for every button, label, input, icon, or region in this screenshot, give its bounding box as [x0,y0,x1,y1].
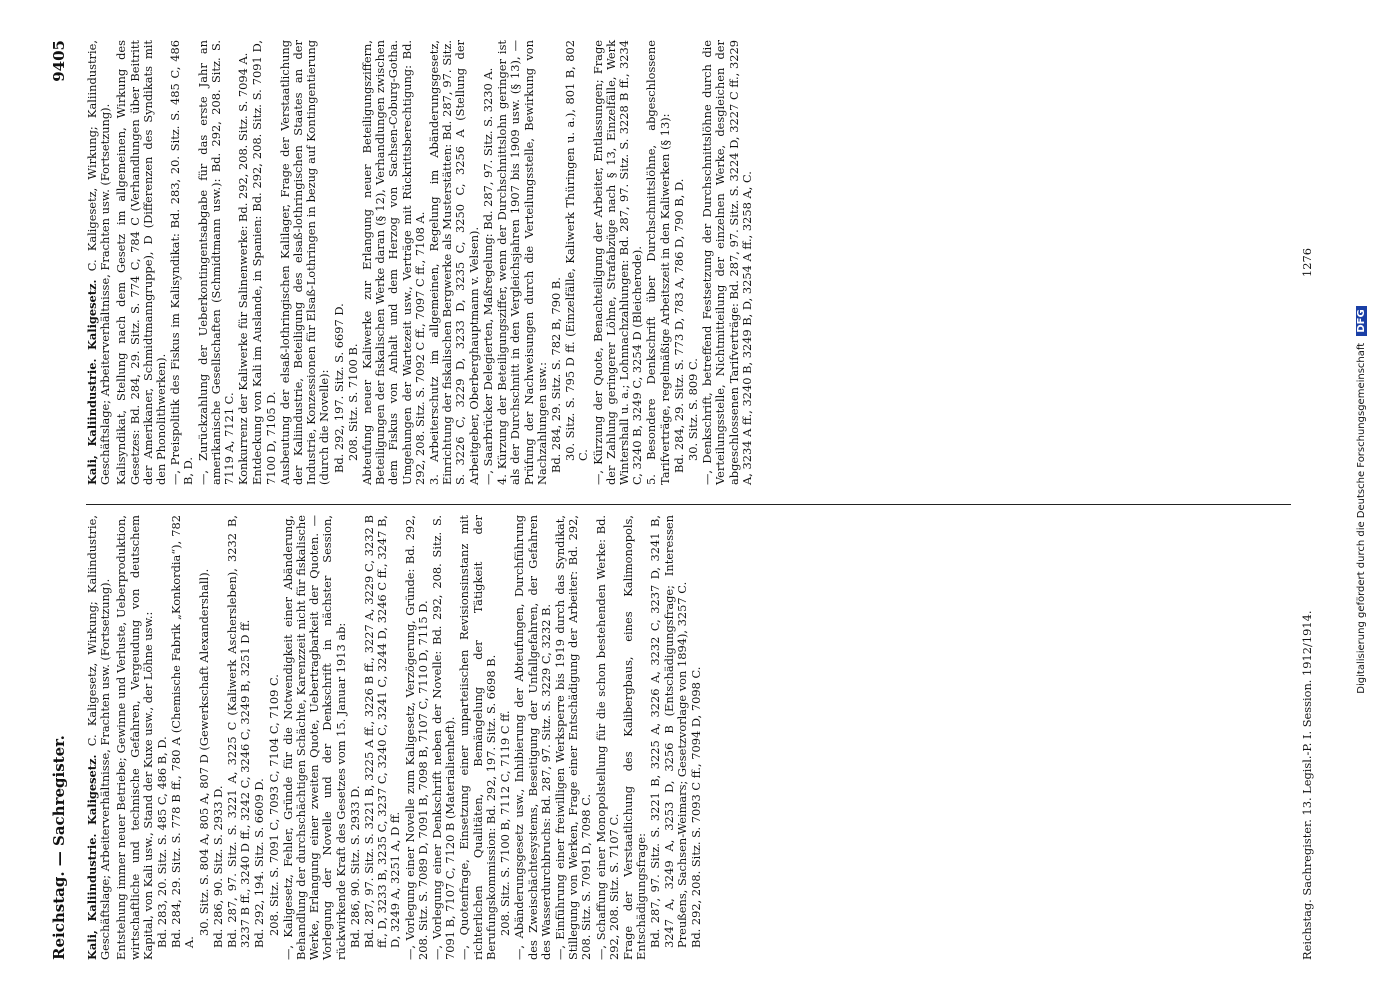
running-header [50,40,74,960]
index-entry: 3. Arbeiterschutz im allgemeinen, Regelung im Abänderungsgesetz, Einrichtung der fiskalischen Bergwerke als Musterstätten: Bd. 287, 97. Sitz. S. 3226 C, 3229 D, 3233 D, 3235 C, 3250 C, 3256 A (Stellung der Arbeitgeber, Oberberghauptmann v. Velsen). [427,40,481,485]
index-entry: —, Vorlegung einer Denkschrift neben der Novelle: Bd. 292, 208. Sitz. S. 7091 B, 7107 C, 7120 B (Materialienheft). [430,515,458,960]
index-entry: —, Abänderungsgesetz usw., Inhibierung der Abteufungen, Durchführung des Zweischächtesystems, Beseitigung der Unfallgefahren, der Gefahren des Wasserdurchbruchs: Bd. 287, 97. Sitz. S. 3229 C, 3232 B. [512,515,553,960]
index-entry: Ausbeutung der elsaß-lothringischen Kalilager, Frage der Verstaatlichung der Kaliindustrie, Beteiligung des elsaß-lothringischen Staates an der Industrie, Konzessionen für Elsaß-Lothringen in bezug auf Kontingentierung (durch die Novelle): [277,40,332,485]
column-divider [86,504,1291,505]
index-entry: 5. Besondere Denkschrift über Durchschnittslöhne, abgeschlossene Tarifverträge, regelmäßige Arbeitszeit in den Kaliwerken (§ 13): [644,40,672,485]
index-entry: Entstehung immer neuer Betriebe; Gewinne und Verluste, Ueberproduktion, wirtschaftliche und technische Gefahren, Vergeudung von deutschem Kapital, von Kali usw., Stand der Kuxe usw., der Löhne usw.: [114,515,155,960]
index-reference: 30. Sitz. S. 795 D ff. (Einzelfälle, Kaliwerk Thüringen u. a.), 801 B, 802 C. [563,40,591,461]
index-entry: Konkurrenz der Kaliwerke für Salinenwerke: Bd. 292, 208. Sitz. S. 7094 A. [236,52,251,485]
index-entry: 4. Kürzung der Beteiligungsziffer, wenn der Durchschnittslohn geringer ist als der Durchschnitt in den Vergleichsjahren 1907 bis 1909 usw. (§ 13), — Prüfung der Nachweisungen durch die Verteilungsstelle, Bewirkung von Nachzahlungen usw.: [495,40,549,485]
index-entry: —, Kürzung der Quote, Benachteiligung der Arbeiter, Entlassungen; Frage der Zahlung geringerer Löhne, Strafabzüge nach § 13, Einzelfälle, Werk Wintershall u. a.; Lohnnachzahlungen: Bd. 287, 97. Sitz. S. 3228 B ff., 3234 C, 3240 B, 3249 C, 3254 D (Bleicherode). [590,40,645,485]
index-entry: —, Saarbrücker Delegierten, Maßregelung: Bd. 287, 97. Sitz. S. 3230 A. [480,67,495,485]
index-entry: —, Vorlegung einer Novelle zum Kaligesetz, Verzögerung, Gründe: Bd. 292, 208. Sitz. S. 7089 D, 7091 B, 7098 B, 7107 C, 7110 D, 7115 D. [402,515,430,960]
left-column [86,515,704,960]
section-heading-rest: C. Kaligesetz, Wirkung; Kaliindustrie, Geschäftslage; Arbeiterverhältnisse, Frachten usw. (Fortsetzung). [85,40,113,485]
index-reference: 30. Sitz. S. 809 C. [685,358,700,461]
index-reference: 208. Sitz. S. 7091 C, 7093 C, 7104 C, 7109 C. [266,674,281,936]
index-entry: Entdeckung von Kali im Auslande, in Spanien: Bd. 292, 208. Sitz. S. 7091 D, 7100 D, 7105 D. [250,40,278,485]
index-reference: Bd. 287, 97. Sitz. S. 3221 A, 3225 C (Kaliwerk Aschersleben), 3232 B, 3237 B ff., 3240 D ff., 3242 C, 3246 C, 3249 B, 3251 D ff. [225,515,253,948]
index-reference: Bd. 284, 29. Sitz. S. 773 D, 783 A, 786 D, 790 B, D. [671,178,686,473]
index-reference: 30. Sitz. S. 804 A, 805 A, 807 D (Gewerkschaft Alexandershall). [196,568,211,936]
index-reference: Bd. 292, 197. Sitz. S. 6697 D. [331,303,346,473]
section-heading [86,40,112,485]
section-heading-bold: Kali, Kaliindustrie. Kaligesetz. [85,754,99,960]
index-reference: Bd. 286, 90. Sitz. S. 2933 D. [347,785,362,948]
index-reference: Bd. 292, 208. Sitz. S. 7093 C ff., 7094 D, 7098 C. [688,666,703,948]
index-reference: Bd. 287, 97. Sitz. S. 3221 B, 3225 A ff., 3226 B ff., 3227 A, 3229 C, 3232 B ff., D, 3233 B, 3235 C, 3237 C, 3240 C, 3241 C, 3244 D, 3246 C ff., 3247 B, D, 3249 A, 3251 A, D ff. [362,515,403,948]
index-reference: Bd. 283, 20. Sitz. S. 485 C, 486 B, D. [155,736,170,948]
index-entry: —, Zurückzahlung der Ueberkontingentsabgabe für das erste Jahr an amerikanische Gesellschaften (Schmidtmann usw.): Bd. 292, 208. Sitz. S. 7119 A, 7121 C. [195,40,237,485]
index-entry: —, Kaligesetz, Fehler, Gründe für die Notwendigkeit einer Abänderung, Behandlung der durchschächtigen Schächte, Karenzzeit nicht für fiskalische Werke, Erlangung einer zweiten Quote, Uebertragbarkeit der Quoten. — Vorlegung der Novelle und der Denkschrift in nächster Session, rückwirkende Kraft des Gesetzes vom 15. Januar 1913 ab: [280,515,348,960]
index-entry: —, Quotenfrage, Einsetzung einer unparteiischen Revisionsinstanz mit richterlichen Qualitäten, Bemängelung der Tätigkeit der Berufungskommission: Bd. 292, 197. Sitz. S. 6698 B. [457,515,498,960]
section-heading-bold: Kali, Kaliindustrie. Kaligesetz. [85,279,99,485]
right-column [86,40,755,485]
index-reference: Bd. 292, 194. Sitz. S. 6609 D. [252,778,267,948]
index-entry: —, Einführung einer freiwilligen Werksperre bis 1919 durch das Syndikat, Stillegung von Werken, Frage einer Entschädigung der Arbeiter: Bd. 292, 208. Sitz. S. 7091 D, 7098 C. [552,515,594,960]
index-reference: Bd. 286, 90. Sitz. S. 2933 D. [210,785,225,948]
index-entry: —, Preispolitik des Fiskus im Kalisyndikat: Bd. 283, 20. Sitz. S. 485 C, 486 B, D. [168,40,196,485]
index-reference: 208. Sitz. S. 7100 B, 7112 C, 7119 C ff. [498,710,513,936]
header-page-number: 9405 [50,40,68,82]
index-entry: —, Denkschrift, betreffend Festsetzung der Durchschnittslöhne durch die Verteilungsstelle, Nichtmitteilung der einzelnen Werke, desgleichen der abgeschlossenen Tarifverträge: Bd. 287, 97. Sitz. S. 3224 D, 3227 C ff., 3229 A, 3234 A ff., 3240 B, 3249 B, D, 3254 A ff., 3258 A, C. [700,40,754,485]
funding-text: Digitalisierung gefördert durch die Deutsche Forschungsgemeinschaft [1356,342,1367,694]
index-reference: 208. Sitz. S. 7100 B. [345,343,360,461]
index-entry: Kalisyndikat, Stellung nach dem Gesetz im allgemeinen, Wirkung des Gesetzes: Bd. 284, 29. Sitz. S. 774 C, 784 C (Verhandlungen über Beitritt der Amerikaner, Schmidtmanngruppe), D (Differenzen des Syndikats mit den Phonolithwerken). [114,40,169,485]
index-reference: Bd. 284, 29. Sitz. S. 778 B ff., 780 A (Chemische Fabrik „Konkordia“), 782 A. [169,515,197,948]
index-reference: Bd. 287, 97. Sitz. S. 3221 B, 3225 A, 3226 A, 3232 C, 3237 D, 3241 B, 3247 A, 3249 A, 3253 D, 3256 B (Entschädigungsfrage; Interessen Preußens, Sachsen-Weimars; Gesetzvorlage von 1894), 3257 C. [648,515,689,948]
header-title: Reichstag. — Sachregister. [50,735,68,960]
index-entry: Frage der Verstaatlichung des Kalibergbaus, eines Kalimonopols, Entschädigungsfrage: [620,515,649,960]
dfg-logo: DFG [1356,306,1367,335]
index-entry: —, Schaffung einer Monopolstellung für die schon bestehenden Werke: Bd. 292, 208. Sitz. S. 7107 C. [593,515,621,960]
section-heading [86,515,112,960]
footer-page-number: 1276 [1300,248,1314,277]
footer-note: Reichstag. Sachregister. 13. Legisl.-P. I. Session. 1912/1914. [1300,610,1314,960]
section-heading-rest: C. Kaligesetz, Wirkung; Kaliindustrie, Geschäftslage; Arbeiterverhältnisse, Frachten usw. (Fortsetzung). [85,515,113,960]
index-entry: Abteufung neuer Kaliwerke zur Erlangung neuer Beteiligungsziffern, Beteiligungen der fiskalischen Werke daran (§ 12), Verhandlungen zwischen dem Fiskus von Anhalt und dem Herzog von Sachsen-Coburg-Gotha. Umgehungen der Wartezeit usw., Verträge mit Rückrittsberechtigung: Bd. 292, 208. Sitz. S. 7092 C ff., 7097 C ff., 7108 A. [360,40,427,485]
index-reference: Bd. 284, 29. Sitz. S. 782 B, 790 B. [548,277,563,473]
funding-note [1356,30,1367,970]
